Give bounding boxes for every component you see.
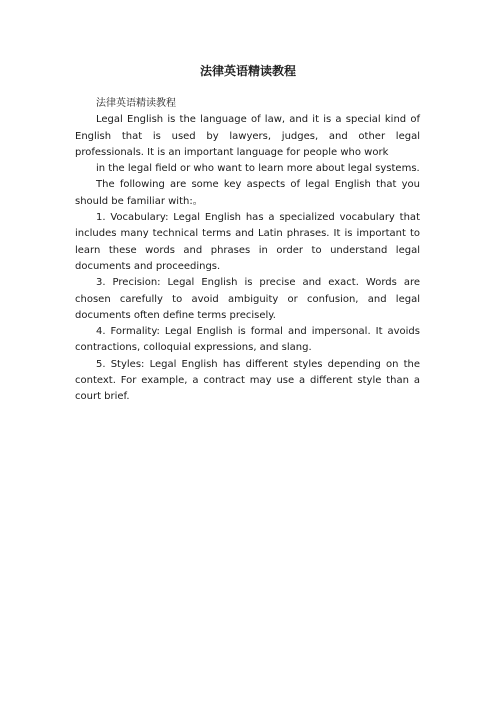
paragraph: The following are some key aspects of legal English that you should be familiar with:。	[75, 179, 420, 207]
paragraph: Legal English is the language of law, and it is a special kind of English that is used by lawyers, judges, and other legal professionals. It is an important language for people who work	[75, 114, 420, 158]
paragraph: 5. Styles: Legal English has different styles depending on the context. For example, a contract may use a different style than a court brief.	[75, 358, 420, 403]
document-body	[75, 96, 420, 406]
document-title: 法律英语精读教程	[199, 64, 296, 78]
paragraph: 1. Vocabulary: Legal English has a specialized vocabulary that includes many technical terms and Latin phrases. It is important to learn these words and phrases in order to understand legal documents and proceedings.	[75, 212, 420, 272]
document-subtitle: 法律英语精读教程	[96, 98, 176, 109]
paragraph: 3. Precision: Legal English is precise and exact. Words are chosen carefully to avoid ambiguity or confusion, and legal documents often define terms precisely.	[75, 277, 420, 321]
paragraph: 4. Formality: Legal English is formal and impersonal. It avoids contractions, colloquial expressions, and slang.	[75, 326, 420, 354]
paragraph: in the legal field or who want to learn more about legal systems.	[96, 163, 420, 175]
